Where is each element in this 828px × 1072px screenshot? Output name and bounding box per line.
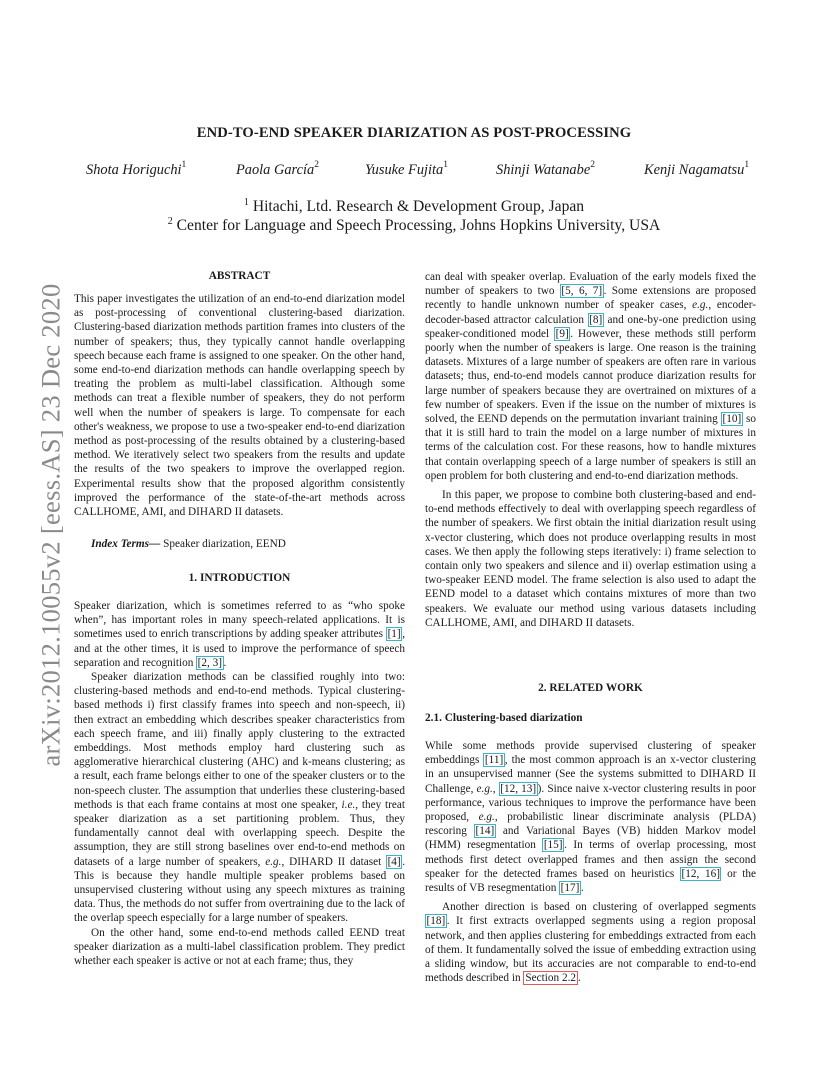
affiliation-2: $^2$ Center for Language and Speech Processing, Johns Hopkins University, USA — [167, 216, 661, 235]
author-2: Paola García$^2$ — [236, 160, 319, 178]
citation-link[interactable]: [2, 3] — [197, 656, 223, 669]
related-paragraph-2: Another direction is based on clustering of overlapped segments [18] . It first extracts overlapped segments using a region proposal network, and then applies clustering for embeddings extracted from each of them. It fundamentally solved the issue of embedding extraction using a sliding window, but its accuracies are not comparable to end-to-end methods described in Section 2.2 . — [425, 901, 756, 985]
author-3: Yusuke Fujita$^1$ — [365, 160, 448, 178]
index-terms — [91, 538, 286, 550]
index-terms-label: Index Terms— — [91, 538, 161, 550]
citation-link[interactable]: [9] — [555, 327, 569, 340]
citation-link[interactable]: [12, 16] — [681, 867, 720, 880]
index-terms-value: Speaker diarization, EEND — [160, 538, 286, 550]
abstract-body — [74, 292, 405, 519]
abstract-heading: ABSTRACT — [208, 270, 271, 282]
section-2-2-link[interactable]: Section 2.2 — [525, 972, 577, 985]
author-5: Kenji Nagamatsu$^1$ — [644, 160, 750, 178]
intro-paragraph-3: On the other hand, some end-to-end methods called EEND treat speaker diarization as a multi-label classification problem. They predict whether each speaker is active or not at each frame; thus, they — [74, 926, 405, 968]
citation-link[interactable]: [12, 13] — [500, 782, 537, 795]
citation-link[interactable]: [17] — [560, 882, 580, 895]
citation-link[interactable]: [11] — [484, 754, 504, 767]
abstract-text: This paper investigates the utilization of an end-to-end diarization model as post-processing of conventional clustering-based diarization. Clustering-based diarization methods partition frames into clusters of the number of speakers; thus, they typically cannot handle overlapping speech because each frame is assigned to one speaker. On the other hand, some end-to-end diarization methods can handle overlapping speech by treating the problem as multi-label classification. Although some methods can treat a flexible number of speakers, they do not perform well when the number of speakers is large. To compensate for each other's weakness, we propose to use a two-speaker end-to-end diarization method as post-processing of the results obtained by a clustering-based method. We iteratively select two speakers from the results and update the results of the two speakers to improve the overlapped region. Experimental results show that the proposed algorithm consistently improved the performance of the state-of-the-art methods across CALLHOME, AMI, and DIHARD II datasets. — [74, 293, 405, 519]
citation-link[interactable]: [1] — [387, 628, 401, 641]
paper-title: END-TO-END SPEAKER DIARIZATION AS POST-PROCESSING — [196, 125, 632, 141]
intro-paragraph-4: In this paper, we propose to combine both clustering-based and end-to-end methods effectively to deal with overlapping speech regardless of the number of speakers. We first obtain the initial diarization result using x-vector clustering, which does not produce overlapping results in most cases. We then apply the following steps iteratively: i) frame selection to contain only two speakers and silence and ii) overlap estimation using a two-speaker EEND model. The frame selection is also used to adapt the EEND model to a dataset which contains mixtures of more than two speakers. We evaluate our method using various datasets including CALLHOME, AMI, and DIHARD II datasets. — [425, 489, 756, 629]
section-2-heading: 2. RELATED WORK — [538, 682, 643, 694]
citation-link[interactable]: [10] — [722, 413, 742, 426]
intro-paragraph-1: Speaker diarization, which is sometimes referred to as “who spoke when”, has important roles in many speech-related applications. It is sometimes used to enrich transcriptions by adding speaker attributes [1] , and at the other times, it is used to improve the performance of speech separation and recognition [2, 3] . — [74, 600, 405, 669]
introduction-body-continued — [425, 270, 756, 630]
affiliation-1: $^1$ Hitachi, Ltd. Research & Development Group, Japan — [243, 197, 585, 216]
citation-link[interactable]: [5, 6, 7] — [561, 285, 603, 298]
citation-link[interactable]: [15] — [543, 839, 563, 852]
arxiv-stamp: arXiv:2012.10055v2 [eess.AS] 23 Dec 2020 — [35, 283, 66, 767]
section-2-1-heading: 2.1. Clustering-based diarization — [425, 712, 583, 724]
citation-link[interactable]: [18] — [426, 915, 446, 928]
intro-paragraph-2: Speaker diarization methods can be classified roughly into two: clustering-based methods and end-to-end methods. Typical clustering-based methods i) first classify frames into speech and non-speech, ii) then extract an embedding which describes speaker characteristics from each speech frame, and iii) finally apply clustering to the extracted embeddings. Most methods employ hard clustering such as agglomerative hierarchical clustering (AHC) and k-means clustering; as a result, each frame belongs either to one of the speaker clusters or to the non-speech cluster. The assumption that underlies these clustering-based methods is that each frame contains at most one speaker, i.e., they treat speaker diarization as a set partitioning problem. Thus, they fundamentally cannot deal with overlapping speech. Despite the assumption, they are still strong baselines over end-to-end methods on datasets of a large number of speakers, e.g., DIHARD II dataset [4] . This is because they handle multiple speaker problems based on unsupervised clustering without using any speech mixtures as training data. Thus, the methods do not suffer from overtraining due to the lack of the overlap speech especially for a large number of speakers. — [74, 671, 405, 925]
related-work-body — [425, 739, 756, 985]
introduction-body — [74, 599, 405, 968]
citation-link[interactable]: [4] — [387, 855, 401, 868]
related-paragraph-1: While some methods provide supervised clustering of speaker embeddings [11] , the most common approach is an x-vector clustering in an unsupervised manner (See the systems submitted to DIHARD II Challenge, e.g., [12, 13] ). Since naive x-vector clustering results in poor performance, various techniques to improve the performance have been proposed, e.g., probabilistic linear discriminate analysis (PLDA) rescoring [14] and Variational Bayes (VB) hidden Markov model (HMM) resegmentation [15] . In terms of overlap processing, most methods first detect overlapped frames and then assign the second speaker for the detected frames based on heuristics [12, 16] or the results of VB resegmentation [17] . — [425, 740, 757, 895]
author-4: Shinji Watanabe$^2$ — [496, 160, 595, 178]
intro-paragraph-3-cont: can deal with speaker overlap. Evaluation of the early models fixed the number of speakers to two [5, 6, 7] . Some extensions are proposed recently to handle unknown number of speaker cases, e.g., encoder-decoder-based attractor calculation [8] and one-by-one prediction using speaker-conditioned model [9] . However, these methods still perform poorly when the number of speakers is large. One reason is the training datasets. Mixtures of a large number of speakers are often rare in various datasets; thus, end-to-end models cannot produce diarization results for large number of speakers because they are overtrained on mixtures of a few number of speakers. Even if the issue on the number of mixtures is solved, the EEND depends on the permutation invariant training [10] so that it is still hard to train the model on a large number of mixtures in terms of the calculation cost. For these reasons, how to handle mixtures that contain overlapping speech of a large number of speakers is still an open problem for both clustering and end-to-end diarization methods. — [425, 271, 756, 482]
author-1: Shota Horiguchi$^1$ — [86, 160, 187, 178]
citation-link[interactable]: [14] — [475, 825, 495, 838]
section-1-heading: 1. INTRODUCTION — [188, 572, 291, 584]
citation-link[interactable]: [8] — [589, 313, 603, 326]
